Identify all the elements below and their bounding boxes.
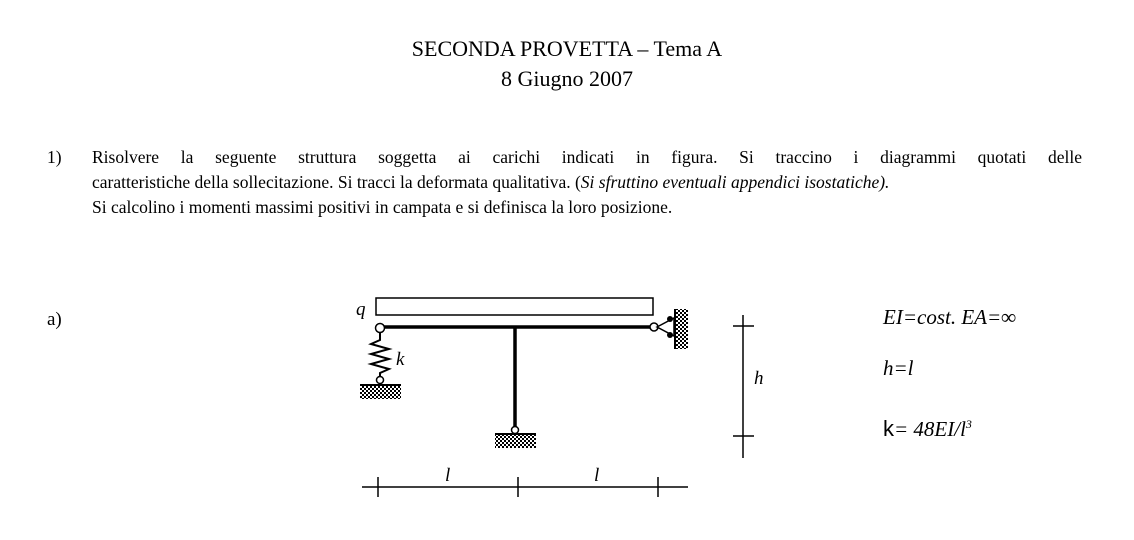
spring-label-k: k	[396, 349, 405, 370]
right-support-pin-bottom	[667, 332, 673, 338]
spring-k	[371, 333, 389, 377]
formula-spring	[883, 416, 972, 442]
right-support-pin-top	[667, 316, 673, 322]
spring-ground-hatch	[360, 386, 401, 399]
question-line-1: Risolvere la seguente struttura soggetta ai carichi indicati in figura. Si traccino i diagrammi quotati delle	[92, 147, 1082, 167]
span-label-right: l	[594, 465, 600, 486]
load-label-q: q	[356, 299, 366, 320]
left-hinge	[376, 324, 385, 333]
exam-title: SECONDA PROVETTA – Tema A	[411, 36, 723, 61]
formula-spring-value: = 48EI/l	[894, 417, 966, 441]
question-line-2-italic: Si sfruttino eventuali appendici isostatiche).	[580, 172, 890, 192]
height-label-h: h	[754, 368, 764, 389]
formula-height: h=l	[883, 356, 914, 380]
formula-spring-k: k	[883, 416, 894, 441]
right-wall-hatch	[676, 309, 688, 349]
question-number: 1)	[47, 147, 62, 167]
formula-stiffness: EI=cost. EA=∞	[883, 305, 1017, 329]
question-line-2-normal: caratteristiche della sollecitazione. Si tracci la deformata qualitativa. (	[92, 172, 581, 192]
exam-date: 8 Giugno 2007	[501, 66, 633, 91]
distributed-load-q	[376, 298, 653, 315]
column-ground-hatch	[495, 435, 536, 448]
part-label: a)	[47, 309, 62, 330]
formula-spring-exponent: 3	[965, 417, 972, 431]
column-base-hinge	[512, 427, 519, 434]
question-line-3: Si calcolino i momenti massimi positivi in campata e si definisca la loro posizione.	[92, 197, 673, 217]
spring-base-hinge	[377, 377, 384, 384]
span-label-left: l	[445, 465, 451, 486]
